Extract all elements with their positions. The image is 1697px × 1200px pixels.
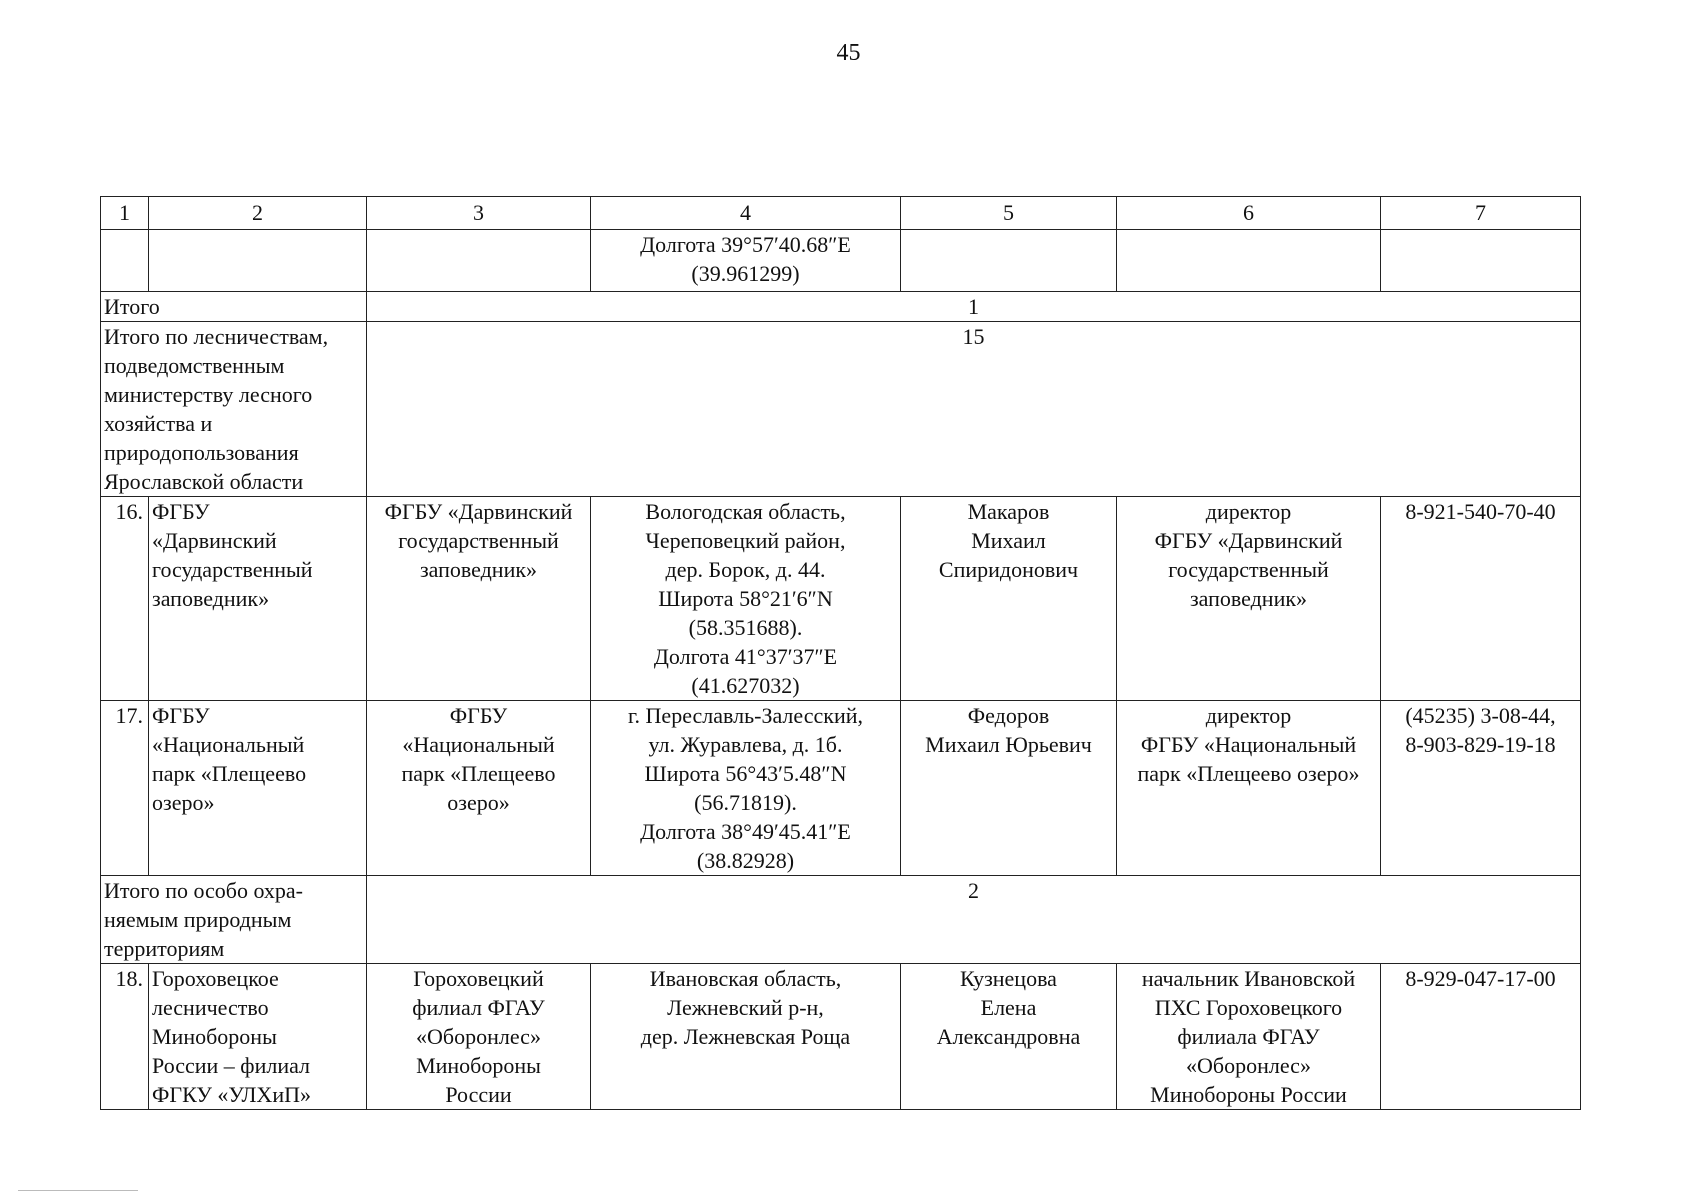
name-line: озеро» xyxy=(152,790,215,815)
address-line: дер. Лежневская Роща xyxy=(640,1024,851,1049)
position-line: директор xyxy=(1205,499,1292,524)
label-line: подведомственным xyxy=(104,353,285,378)
subtotal-protected-row xyxy=(101,876,1581,964)
org-line: озеро» xyxy=(447,790,510,815)
institutions-table xyxy=(100,196,1581,1110)
subtotal-forestry-row xyxy=(101,322,1581,497)
subtotal-value: 1 xyxy=(367,292,1581,322)
name-line: заповедник» xyxy=(152,586,270,611)
column-number: 5 xyxy=(901,197,1117,230)
person-cell xyxy=(901,964,1117,1110)
table-cell xyxy=(901,230,1117,292)
position-line: Минобороны России xyxy=(1150,1082,1347,1107)
position-cell xyxy=(1117,964,1381,1110)
name-line: ФГБУ xyxy=(152,703,210,728)
table-cell xyxy=(1381,230,1581,292)
subtotal-label xyxy=(101,322,367,497)
position-line: государственный xyxy=(1168,557,1329,582)
subtotal-label xyxy=(101,876,367,964)
name-line: «Дарвинский xyxy=(152,528,277,553)
label-line: няемым природным xyxy=(104,907,292,932)
name-cell xyxy=(149,497,367,701)
org-line: филиал ФГАУ xyxy=(412,995,545,1020)
org-line: «Национальный xyxy=(402,732,555,757)
table-cell xyxy=(149,230,367,292)
position-line: ФГБУ «Национальный xyxy=(1140,732,1357,757)
org-line: «Оборонлес» xyxy=(416,1024,541,1049)
address-line: (38.82928) xyxy=(696,848,795,873)
row-number: 18. xyxy=(101,964,149,1110)
address-line: (41.627032) xyxy=(691,673,800,698)
label-line: министерству лесного xyxy=(104,382,313,407)
name-line: «Национальный xyxy=(152,732,305,757)
address-line: Череповецкий район, xyxy=(645,528,846,553)
org-line: ФГБУ «Дарвинский xyxy=(384,499,573,524)
name-line: лесничество xyxy=(152,995,269,1020)
name-line: Минобороны xyxy=(152,1024,277,1049)
label-line: территориям xyxy=(104,936,225,961)
page-number: 45 xyxy=(836,40,861,66)
row-number: 17. xyxy=(101,701,149,876)
phone-line: 8-929-047-17-00 xyxy=(1405,966,1556,991)
column-number: 1 xyxy=(101,197,149,230)
name-cell xyxy=(149,964,367,1110)
address-line: Ивановская область, xyxy=(649,966,842,991)
position-line: ФГБУ «Дарвинский xyxy=(1154,528,1343,553)
address-line: (39.961299) xyxy=(691,261,800,286)
position-line: парк «Плещеево озеро» xyxy=(1137,761,1360,786)
address-line: (56.71819). xyxy=(694,790,797,815)
label-line: Итого по лесничествам, xyxy=(104,324,329,349)
org-line: заповедник» xyxy=(419,557,538,582)
address-line: Широта 56°43′5.48″N xyxy=(644,761,847,786)
phone-line: (45235) 3-08-44, xyxy=(1405,703,1556,728)
position-line: ПХС Гороховецкого xyxy=(1154,995,1343,1020)
org-line: Гороховецкий xyxy=(413,966,544,991)
column-number-row xyxy=(101,197,1581,230)
table-cell xyxy=(1117,230,1381,292)
name-line: государственный xyxy=(152,557,313,582)
person-line: Макаров xyxy=(967,499,1050,524)
position-line: заповедник» xyxy=(1189,586,1308,611)
address-line: Вологодская область, xyxy=(645,499,846,524)
org-line: России xyxy=(445,1082,512,1107)
organization-cell xyxy=(367,964,591,1110)
org-line: Минобороны xyxy=(416,1053,541,1078)
address-line: Долгота 38°49′45.41″E xyxy=(640,819,851,844)
subtotal-value: 15 xyxy=(367,322,1581,497)
table-cell xyxy=(101,230,149,292)
label-line: хозяйства и xyxy=(104,411,213,436)
address-cell xyxy=(591,964,901,1110)
organization-cell xyxy=(367,701,591,876)
position-line: «Оборонлес» xyxy=(1186,1053,1311,1078)
label-line: Ярославской области xyxy=(104,469,304,494)
phone-line: 8-903-829-19-18 xyxy=(1405,732,1556,757)
position-line: начальник Ивановской xyxy=(1141,966,1356,991)
name-line: Гороховецкое xyxy=(152,966,279,991)
person-cell xyxy=(901,701,1117,876)
position-line: филиала ФГАУ xyxy=(1177,1024,1320,1049)
table-row xyxy=(101,701,1581,876)
table-row xyxy=(101,497,1581,701)
phone-line: 8-921-540-70-40 xyxy=(1405,499,1556,524)
address-line: (58.351688). xyxy=(688,615,803,640)
column-number: 3 xyxy=(367,197,591,230)
person-line: Кузнецова xyxy=(960,966,1057,991)
continuation-row xyxy=(101,230,1581,292)
name-line: парк «Плещеево xyxy=(152,761,307,786)
address-line: дер. Борок, д. 44. xyxy=(665,557,826,582)
person-cell xyxy=(901,497,1117,701)
address-cell xyxy=(591,230,901,292)
scan-artifact-line xyxy=(18,1190,138,1191)
person-line: Федоров xyxy=(967,703,1050,728)
column-number: 4 xyxy=(591,197,901,230)
phone-cell xyxy=(1381,964,1581,1110)
subtotal-row xyxy=(101,292,1581,322)
address-line: Лежневский р-н, xyxy=(667,995,824,1020)
org-line: ФГБУ xyxy=(449,703,508,728)
row-number: 16. xyxy=(101,497,149,701)
subtotal-label: Итого xyxy=(101,292,367,322)
position-cell xyxy=(1117,497,1381,701)
address-cell xyxy=(591,701,901,876)
organization-cell xyxy=(367,497,591,701)
position-line: директор xyxy=(1205,703,1292,728)
org-line: государственный xyxy=(398,528,559,553)
address-line: Широта 58°21′6″N xyxy=(658,586,833,611)
phone-cell xyxy=(1381,497,1581,701)
person-line: Елена xyxy=(980,995,1037,1020)
table-cell xyxy=(367,230,591,292)
column-number: 7 xyxy=(1381,197,1581,230)
org-line: парк «Плещеево xyxy=(401,761,556,786)
position-cell xyxy=(1117,701,1381,876)
column-number: 6 xyxy=(1117,197,1381,230)
person-line: Михаил xyxy=(971,528,1046,553)
address-cell xyxy=(591,497,901,701)
person-line: Михаил Юрьевич xyxy=(925,732,1092,757)
address-line: ул. Журавлева, д. 1б. xyxy=(648,732,843,757)
person-line: Александровна xyxy=(936,1024,1081,1049)
name-line: ФГКУ «УЛХиП» xyxy=(152,1082,311,1107)
address-line: Долгота 41°37′37″E xyxy=(653,644,838,669)
table-row xyxy=(101,964,1581,1110)
phone-cell xyxy=(1381,701,1581,876)
person-line: Спиридонович xyxy=(938,557,1079,582)
label-line: природопользования xyxy=(104,440,299,465)
column-number: 2 xyxy=(149,197,367,230)
subtotal-value: 2 xyxy=(367,876,1581,964)
name-line: ФГБУ xyxy=(152,499,210,524)
address-line: Долгота 39°57′40.68″E xyxy=(640,232,851,257)
label-line: Итого по особо охра- xyxy=(104,878,304,903)
address-line: г. Переславль-Залесский, xyxy=(628,703,863,728)
name-line: России – филиал xyxy=(152,1053,311,1078)
name-cell xyxy=(149,701,367,876)
